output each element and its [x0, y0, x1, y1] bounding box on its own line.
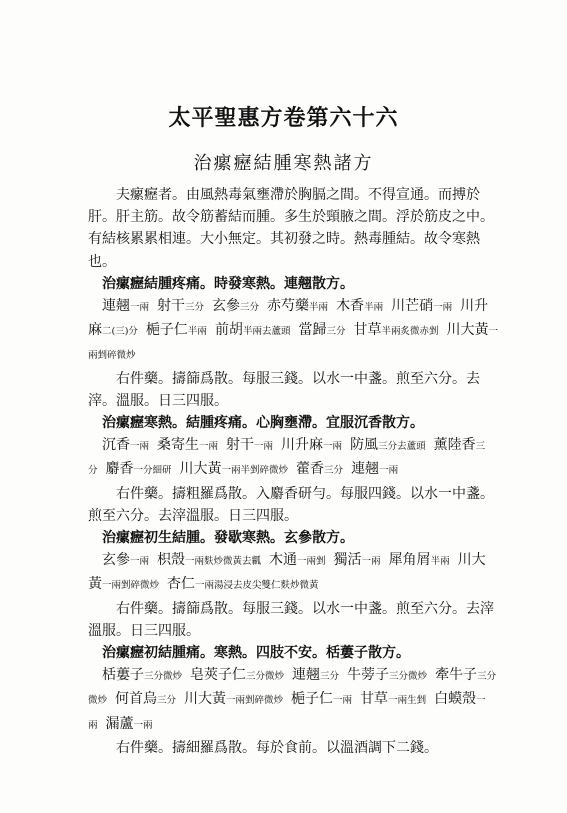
herb-name: 桑寄生	[157, 437, 200, 454]
herb-dose: 三分去蘆頭	[378, 441, 426, 453]
herb-dose: 一兩	[379, 465, 399, 477]
herb-dose: 三分	[240, 302, 260, 314]
herb-dose: 三分	[326, 326, 346, 338]
herb-name: 栝蔞子	[102, 667, 144, 684]
section-title: 治瘰癧結腫寒熱諸方	[193, 153, 374, 174]
herb-name: 牽牛子	[435, 667, 478, 684]
herb-name: 川大黃	[179, 461, 222, 478]
herb-dose: 一兩湯浸去皮尖雙仁麩炒微黃	[195, 580, 319, 592]
document-body	[88, 184, 498, 759]
formula-name: 治瘰癧初生結腫。發歇寒熱。玄參散方。	[102, 530, 354, 547]
herb-name: 赤芍藥	[267, 298, 310, 315]
herb-name: 防風	[350, 437, 379, 454]
preparation-method: 右件藥。擣粗羅爲散。入麝香研勻。每服四錢。以水一中盞。煎至六分。去滓溫服。日三四服。	[88, 485, 494, 524]
formula-name: 治瘰癧寒熱。結腫疼痛。心胸壅滯。宜服沉香散方。	[102, 415, 424, 432]
herb-dose: 一兩	[199, 441, 219, 453]
herb-dose: 一兩	[88, 695, 486, 731]
herb-name: 皂莢子仁	[190, 667, 247, 684]
herb-dose: 一兩	[323, 441, 343, 453]
herb-name: 射干	[157, 298, 186, 315]
herb-name: 牛蒡子	[347, 667, 390, 684]
herb-dose: 一兩剉	[297, 556, 326, 568]
herb-name: 梔子仁	[145, 322, 188, 339]
herb-dose: 三分	[320, 671, 340, 683]
herb-dose: 三分	[157, 695, 177, 707]
herb-dose: 一兩	[133, 719, 153, 731]
herb-name: 薰陸香	[433, 437, 476, 454]
herb-dose: 一兩	[130, 302, 150, 314]
herb-name: 川大黃	[184, 691, 227, 708]
herb-list	[88, 295, 498, 368]
herb-name: 木通	[269, 552, 298, 569]
herb-dose: 一兩剉碎微炒	[88, 326, 498, 362]
herb-dose: 一兩	[130, 556, 150, 568]
herb-dose: 一兩生剉	[388, 695, 427, 707]
herb-dose: 半兩去蘆頭	[242, 326, 291, 338]
herb-list	[88, 664, 498, 737]
herb-name: 梔子仁	[291, 691, 334, 708]
preparation-method: 右件藥。擣細羅爲散。每於食前。以溫酒調下二錢。	[116, 739, 438, 756]
herb-name: 杏仁	[167, 576, 196, 593]
herb-name: 沉香	[102, 437, 130, 454]
herb-name: 川升麻	[281, 437, 324, 454]
herb-name: 連翹	[292, 667, 321, 684]
herb-dose: 三分微炒	[88, 671, 497, 707]
herb-name: 獨活	[333, 552, 362, 569]
herb-dose: 半兩	[364, 302, 384, 314]
herb-name: 玄參	[102, 552, 130, 569]
herb-name: 枳殼	[157, 552, 186, 569]
herb-dose: 二(三)分	[102, 326, 138, 338]
herb-dose: 一兩麩炒微黃去瓤	[185, 556, 262, 568]
herb-dose: 三分微炒	[389, 671, 428, 683]
herb-dose: 半兩	[430, 556, 450, 568]
herb-name: 當歸	[298, 322, 327, 339]
herb-dose: 半兩	[187, 326, 207, 338]
herb-name: 甘草	[360, 691, 389, 708]
chapter-title: 太平聖惠方卷第六十六	[168, 105, 399, 131]
herb-name: 前胡	[214, 322, 243, 339]
herb-dose: 一兩剉碎微炒	[226, 695, 284, 707]
herb-name: 犀角屑	[388, 552, 431, 569]
preparation-method: 右件藥。擣篩爲散。每服三錢。以水一中盞。煎至六分。去滓溫服。日三四服。	[88, 600, 494, 639]
herb-dose: 一兩	[361, 556, 381, 568]
formula-name: 治瘰癧結腫疼痛。時發寒熱。連翹散方。	[102, 275, 354, 292]
herb-dose: 一兩剉碎微炒	[102, 580, 160, 592]
herb-name: 漏蘆	[105, 715, 134, 732]
herb-dose: 半兩	[309, 302, 329, 314]
herb-name: 玄參	[212, 298, 241, 315]
herb-name: 連翹	[102, 298, 130, 315]
herb-name: 藿香	[296, 461, 325, 478]
herb-dose: 三分微炒	[144, 671, 183, 683]
herb-dose: 一兩半剉碎微炒	[221, 465, 289, 477]
herb-name: 川大黃	[88, 552, 486, 593]
herb-dose: 三分	[324, 465, 344, 477]
herb-name: 白蟆殼	[434, 691, 477, 708]
herb-dose: 一兩	[254, 441, 274, 453]
herb-name: 連翹	[351, 461, 380, 478]
herb-dose: 半兩炙微赤剉	[381, 326, 439, 338]
intro-paragraph: 夫瘰癧者。由風熱毒氣壅滯於胸膈之間。不得宣通。而搏於肝。肝主筋。故令筋蓄結而腫。多生於頸腋之間。浮於筋皮之中。有結核累累相連。大小無定。其初發之時。熱毒腫結。故令寒熱也。	[88, 187, 494, 270]
herb-name: 麝香	[105, 461, 134, 478]
herb-name: 川大黃	[446, 322, 489, 339]
herb-dose: 三分微炒	[246, 671, 285, 683]
herb-name: 何首烏	[115, 691, 158, 708]
herb-dose: 一兩	[333, 695, 353, 707]
herb-name: 川芒硝	[391, 298, 434, 315]
herb-name: 川升麻	[88, 298, 489, 339]
herb-dose: 一兩	[433, 302, 453, 314]
herb-dose: 一分細研	[133, 465, 172, 477]
preparation-method: 右件藥。擣篩爲散。每服三錢。以水一中盞。煎至六分。去滓。溫服。日三四服。	[88, 370, 480, 409]
herb-list	[88, 549, 498, 597]
herb-dose: 三分	[88, 441, 486, 477]
herb-dose: 一兩	[130, 441, 150, 453]
herb-dose: 三分	[185, 302, 205, 314]
herb-name: 射干	[226, 437, 255, 454]
formula-name: 治瘰癧初結腫痛。寒熱。四肢不安。栝蔞子散方。	[102, 645, 410, 662]
herb-name: 木香	[336, 298, 365, 315]
herb-name: 甘草	[353, 322, 382, 339]
herb-list	[88, 434, 498, 482]
